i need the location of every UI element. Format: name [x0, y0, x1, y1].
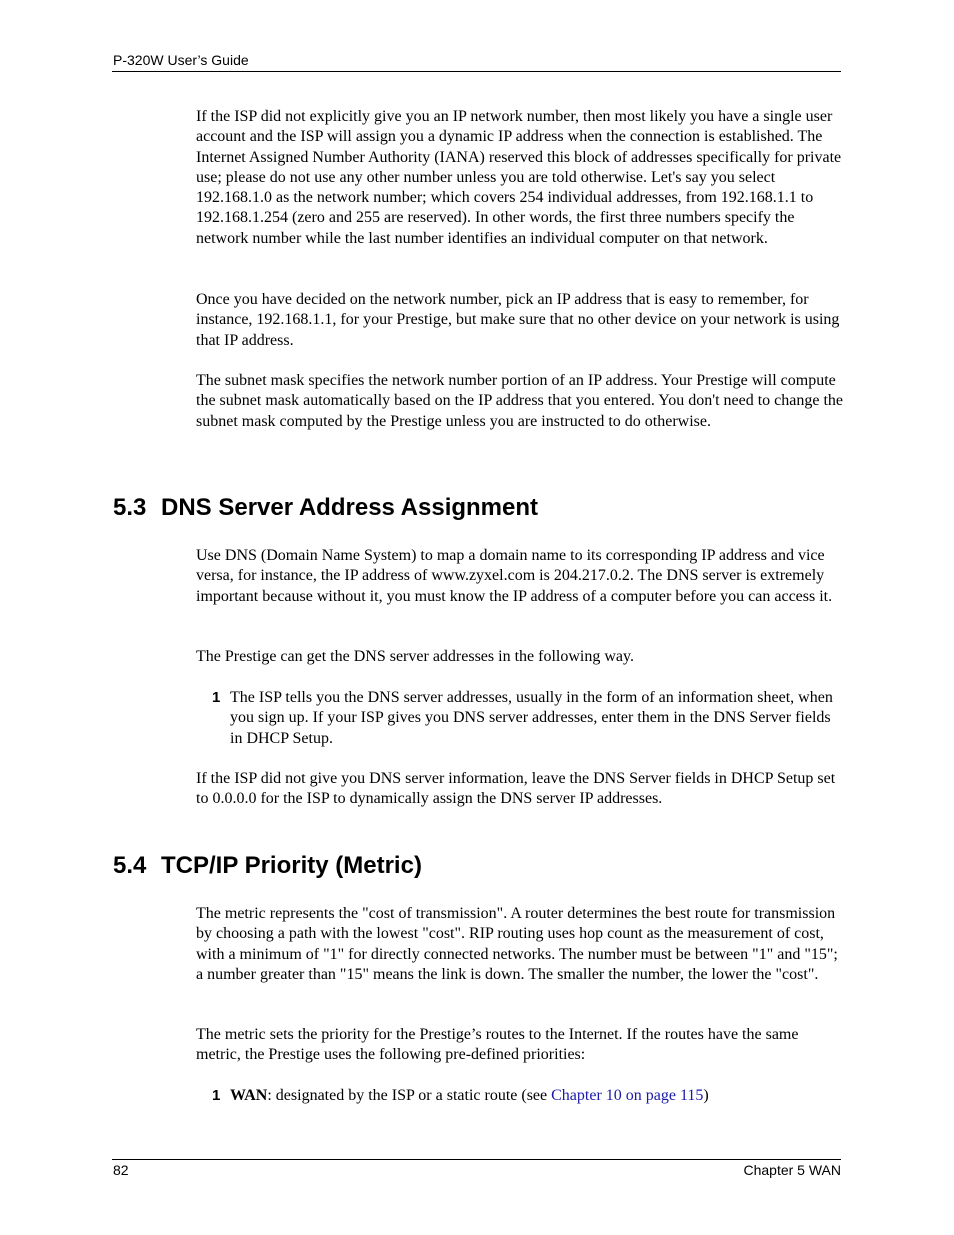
- section-heading-metric: [113, 852, 422, 880]
- section-number: 5.4: [113, 852, 147, 879]
- chapter-link[interactable]: Chapter 10 on page 115: [551, 1087, 704, 1104]
- list-number: 1: [212, 1087, 221, 1104]
- section-title: DNS Server Address Assignment: [161, 494, 539, 521]
- list-text-before: : designated by the ISP or a static route (see: [267, 1087, 552, 1104]
- header-rule: [112, 71, 841, 72]
- section-number: 5.3: [113, 494, 147, 521]
- paragraph-metric-priority: The metric sets the priority for the Prestige’s routes to the Internet. If the routes have the same metric, the Prestige uses the following pre-defined priorities:: [196, 1026, 799, 1064]
- footer-rule: [112, 1159, 841, 1160]
- footer-chapter-title: Chapter 5 WAN: [743, 1162, 841, 1178]
- list-term-wan: WAN: [230, 1087, 268, 1104]
- paragraph-metric-intro: The metric represents the "cost of transmission". A router determines the best route for transmission by choosing a path with the lowest "cost". RIP routing uses hop count as the measurement of cost, with a minimum of "1" for directly connected networks. The number must be between "1" and "15"; a number greater than "15" means the link is down. The smaller the number, the lower the "cost".: [196, 905, 838, 983]
- list-item-text: The ISP tells you the DNS server addresses, usually in the form of an information sheet, when you sign up. If your ISP gives you DNS server addresses, enter them in the DNS Server fields in DHCP Setup.: [230, 689, 833, 747]
- paragraph-dns-default: If the ISP did not give you DNS server information, leave the DNS Server fields in DHCP Setup set to 0.0.0.0 for the ISP to dynamically assign the DNS server IP addresses.: [196, 770, 836, 808]
- section-title: TCP/IP Priority (Metric): [161, 852, 422, 879]
- paragraph-ip-network-number: If the ISP did not explicitly give you an IP network number, then most likely you have a single user account and the ISP will assign you a dynamic IP address when the connection is established. The Internet Assigned Number Authority (IANA) reserved this block of addresses specifically for private use; please do not use any other number unless you are told otherwise. Let's say you select 192.168.1.0 as the network number; which covers 254 individual addresses, from 192.168.1.1 to 192.168.1.254 (zero and 255 are reserved). In other words, the first three numbers specify the network number while the last number identifies an individual computer on that network.: [196, 108, 842, 247]
- paragraph-dns-intro: Use DNS (Domain Name System) to map a domain name to its corresponding IP address and vice versa, for instance, the IP address of www.zyxel.com is 204.217.0.2. The DNS server is extremely important because without it, you must know the IP address of a computer before you can access it.: [196, 547, 833, 605]
- paragraph-dns-ways: The Prestige can get the DNS server addresses in the following way.: [196, 648, 634, 665]
- list-item-text: [230, 1086, 842, 1106]
- list-number: 1: [212, 689, 221, 706]
- running-header-title: P-320W User’s Guide: [113, 52, 249, 68]
- paragraph-pick-ip-address: Once you have decided on the network number, pick an IP address that is easy to remember, for instance, 192.168.1.1, for your Prestige, but make sure that no other device on your network is using that IP address.: [196, 291, 840, 349]
- footer-page-number: 82: [113, 1162, 129, 1178]
- section-heading-dns: [113, 494, 538, 522]
- paragraph-subnet-mask: The subnet mask specifies the network number portion of an IP address. Your Prestige will compute the subnet mask automatically based on the IP address that you entered. You don't need to change the subnet mask computed by the Prestige unless you are instructed to do otherwise.: [196, 372, 844, 430]
- list-text-after: ): [703, 1087, 709, 1104]
